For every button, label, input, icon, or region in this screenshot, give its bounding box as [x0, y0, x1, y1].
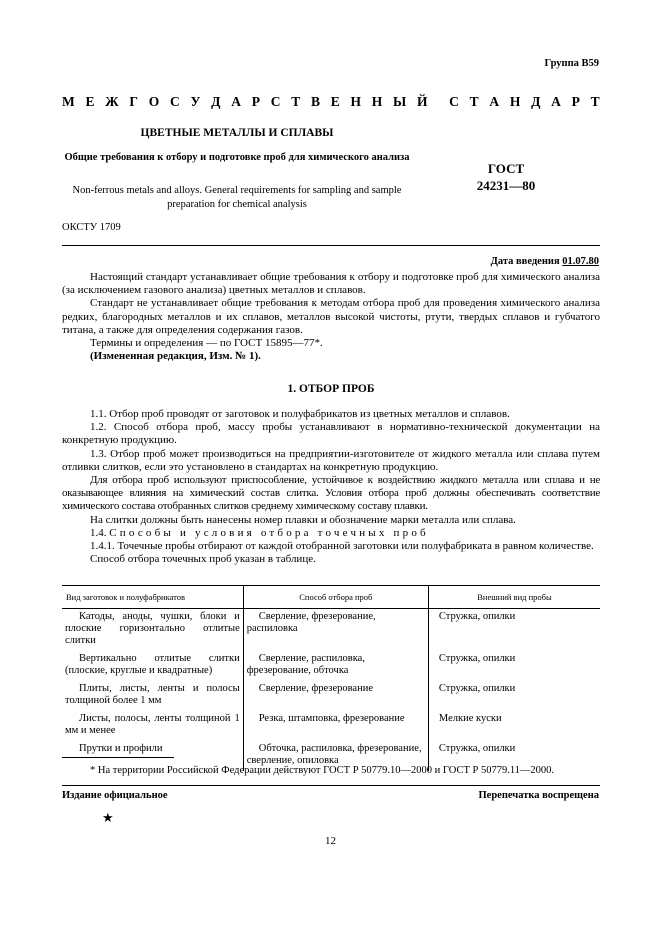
- okstu-code: ОКСТУ 1709: [62, 222, 121, 233]
- group-code: Группа В59: [544, 58, 599, 69]
- sampling-methods-table: [62, 585, 600, 771]
- table-cell: Прутки и профили: [62, 741, 243, 771]
- intro-text: [62, 271, 600, 363]
- table-row: [62, 651, 600, 681]
- footnote-divider: [62, 757, 174, 758]
- clause-1-3-marking: На слитки должны быть нанесены номер плавки и обозначение марки металла или сплава.: [90, 513, 516, 526]
- gost-designation: [436, 160, 576, 194]
- column-header: Способ отбора проб: [243, 586, 428, 609]
- section-body: [62, 408, 600, 566]
- clause-1-4: 1.4. Способы и условия отбора точечных проб: [90, 526, 429, 539]
- table-cell: Сверление, распиловка, фрезерование, обточка: [243, 651, 428, 681]
- intro-paragraph: Настоящий стандарт устанавливает общие требования к отбору и подготовке проб для химического анализа (за исключением газового анализа) цветных металлов и сплавов.: [62, 271, 600, 297]
- intro-paragraph: Стандарт не устанавливает общие требования к методам отбора проб для проведения химического анализа редких, благородных металлов и их сплавов, металлов высокой чистоты, ртути, твердых сплавов и губчатого титана, а также для определения содержания газов.: [62, 297, 600, 336]
- clause-1-2: 1.2. Способ отбора проб, массу пробы устанавливают в нормативно-технической документации на конкретную продукцию.: [62, 421, 600, 447]
- clause-1-4-title: Способы и условия отбора точечных проб: [109, 526, 429, 539]
- footer-divider: [62, 785, 600, 786]
- divider: [62, 245, 600, 246]
- table-cell: Резка, штамповка, фрезерование: [243, 711, 428, 741]
- standard-subtitle: Общие требования к отбору и подготовке проб для химического анализа: [64, 152, 410, 163]
- table-header-row: [62, 586, 600, 609]
- clause-1-3: 1.3. Отбор проб может производиться на предприятии-изготовителе от жидкого металла или сплава путем отливки слитков, если это установлено в стандартах на конкретную продукцию.: [62, 447, 600, 473]
- table-row: [62, 609, 600, 652]
- page-number: 12: [325, 835, 336, 847]
- gost-number: 24231—80: [476, 178, 536, 193]
- table-row: [62, 681, 600, 711]
- table-cell: Стружка, опилки: [438, 611, 516, 622]
- table-cell: Стружка, опилки: [438, 743, 516, 754]
- official-edition-label: Издание официальное: [62, 790, 168, 801]
- table-row: [62, 711, 600, 741]
- column-header: Внешний вид пробы: [428, 586, 600, 609]
- clause-1-1: 1.1. Отбор проб проводят от заготовок и полуфабрикатов из цветных металлов и сплавов.: [90, 408, 510, 420]
- introduction-date: [491, 256, 599, 267]
- clause-1-4-1: 1.4.1. Точечные пробы отбирают от каждой отобранной заготовки или полуфабриката в равном количестве.: [90, 540, 594, 553]
- english-title: Non-ferrous metals and alloys. General requirements for sampling and sample preparation for chemical analysis: [72, 185, 402, 210]
- clause-1-3-fixture: Для отбора проб используют приспособление, устойчивое к воздействию жидкого металла или сплава и не оказывающее влияния на химический состав слитка. Условия отбора проб должны обеспечивать соответствие химического состава отобранных слитков среднему химическому составу плавки.: [62, 474, 600, 513]
- reprint-prohibited-label: Перепечатка воспрещена: [478, 790, 599, 801]
- table-cell: Обточка, распиловка, фрезерование, сверление, опиловка: [243, 741, 428, 771]
- column-header: Вид заготовок и полуфабрикатов: [62, 586, 243, 609]
- table-cell: Сверление, фрезерование: [243, 681, 428, 711]
- table-cell: Мелкие куски: [438, 713, 502, 724]
- standard-title: ЦВЕТНЫЕ МЕТАЛЛЫ И СПЛАВЫ: [140, 127, 334, 139]
- amendment-note: (Измененная редакция, Изм. № 1).: [90, 350, 261, 363]
- star-icon: ★: [102, 810, 114, 825]
- table-cell: Листы, полосы, ленты толщиной 1 мм и менее: [62, 711, 243, 741]
- intro-paragraph: Термины и определения — по ГОСТ 15895—77*.: [90, 337, 323, 350]
- date-label: Дата введения: [490, 256, 560, 267]
- gost-label: ГОСТ: [487, 161, 525, 176]
- table-cell: Стружка, опилки: [438, 653, 516, 664]
- section-heading: 1. ОТБОР ПРОБ: [287, 383, 375, 395]
- table-intro: Способ отбора точечных проб указан в таблице.: [90, 553, 316, 566]
- table-cell: Катоды, аноды, чушки, блоки и плоские горизонтально отлитые слитки: [62, 609, 243, 652]
- table-cell: Сверление, фрезерование, распиловка: [243, 609, 428, 652]
- table-cell: Плиты, листы, ленты и полосы толщиной более 1 мм: [62, 681, 243, 711]
- footnote: * На территории Российской Федерации действуют ГОСТ Р 50779.10—2000 и ГОСТ Р 50779.11—2000.: [90, 765, 555, 776]
- interstate-standard-heading: М Е Ж Г О С У Д А Р С Т В Е Н Н Ы Й С Т А Н Д А Р Т: [62, 94, 600, 109]
- table-cell: Вертикально отлитые слитки (плоские, круглые и квадратные): [62, 651, 243, 681]
- date-value: 01.07.80: [562, 256, 599, 267]
- table-cell: Стружка, опилки: [438, 683, 516, 694]
